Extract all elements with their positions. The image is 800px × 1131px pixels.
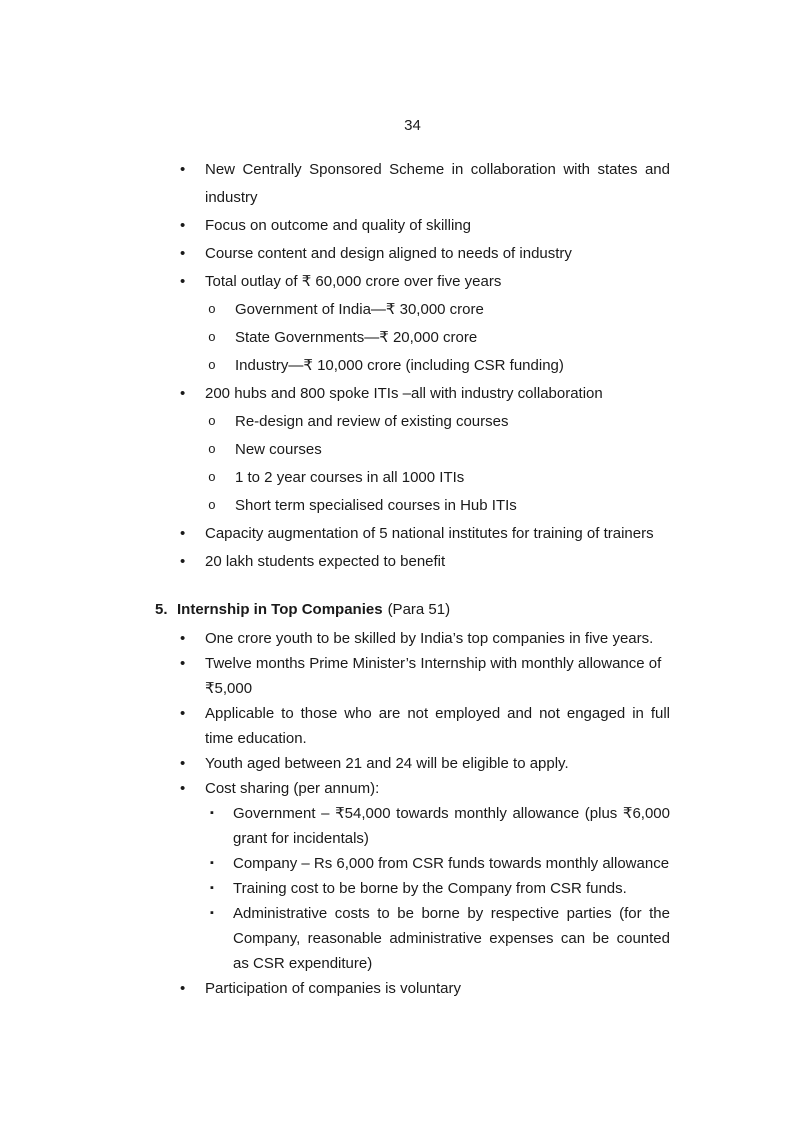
list-item-text: New Centrally Sponsored Scheme in collaboration with states and industry xyxy=(205,161,670,206)
heading-text-wrap xyxy=(177,596,450,624)
list-item-text: Industry—₹ 10,000 crore (including CSR funding) xyxy=(235,357,564,374)
list-item-text: Government – ₹54,000 towards monthly allowance (plus ₹6,000 grant for incidentals) xyxy=(233,805,670,847)
square-bullet-icon: ▪ xyxy=(210,807,214,819)
list-item xyxy=(155,324,670,352)
page-content xyxy=(155,112,670,1001)
list-item xyxy=(155,156,670,212)
list-item-text: Cost sharing (per annum): xyxy=(205,780,380,797)
bullet-icon: • xyxy=(180,217,186,234)
list-item xyxy=(155,268,670,296)
circle-bullet-icon: o xyxy=(208,442,216,457)
list-item-text: Course content and design aligned to needs of industry xyxy=(205,245,572,262)
square-bullet-icon: ▪ xyxy=(210,857,214,869)
list-item xyxy=(155,464,670,492)
circle-bullet-icon: o xyxy=(208,358,216,373)
list-item xyxy=(155,801,670,851)
page-number: 34 xyxy=(404,117,421,134)
list-item xyxy=(155,380,670,408)
section-heading xyxy=(155,596,670,624)
list-item xyxy=(155,212,670,240)
heading-number: 5. xyxy=(155,601,168,618)
list-item xyxy=(155,651,670,701)
square-bullet-icon: ▪ xyxy=(210,907,214,919)
list-item xyxy=(155,751,670,776)
list-item xyxy=(155,976,670,1001)
circle-bullet-icon: o xyxy=(208,330,216,345)
list-item xyxy=(155,776,670,801)
list-item-text: Company – Rs 6,000 from CSR funds towards monthly allowance xyxy=(233,855,670,872)
bullet-list-internship xyxy=(155,626,670,1001)
list-item-text: Youth aged between 21 and 24 will be eligible to apply. xyxy=(205,755,569,772)
list-item-text: Twelve months Prime Minister’s Internship with monthly allowance of ₹5,000 xyxy=(205,655,662,697)
list-item-text: Applicable to those who are not employed and not engaged in full time education. xyxy=(205,705,670,747)
list-item-text: Focus on outcome and quality of skilling xyxy=(205,217,471,234)
list-item xyxy=(155,492,670,520)
list-item xyxy=(155,548,670,576)
list-item-text: 20 lakh students expected to benefit xyxy=(205,553,446,570)
list-item-text: State Governments—₹ 20,000 crore xyxy=(235,329,478,346)
list-item-text: 1 to 2 year courses in all 1000 ITIs xyxy=(235,469,465,486)
list-item-text: Capacity augmentation of 5 national institutes for training of trainers xyxy=(205,525,654,542)
list-item-text: Short term specialised courses in Hub ITIs xyxy=(235,497,517,514)
square-bullet-icon: ▪ xyxy=(210,882,214,894)
list-item xyxy=(155,520,670,548)
bullet-icon: • xyxy=(180,705,186,722)
bullet-icon: • xyxy=(180,245,186,262)
list-item xyxy=(155,901,670,976)
list-item-text: Re-design and review of existing courses xyxy=(235,413,509,430)
circle-bullet-icon: o xyxy=(208,470,216,485)
list-item-text: New courses xyxy=(235,441,322,458)
list-item xyxy=(155,240,670,268)
list-item xyxy=(155,876,670,901)
list-item-text: Administrative costs to be borne by respective parties (for the Company, reasonable administrative expenses can be counted as CSR expenditure) xyxy=(233,905,670,972)
bullet-icon: • xyxy=(180,755,186,772)
list-item-text: One crore youth to be skilled by India’s top companies in five years. xyxy=(205,630,654,647)
bullet-icon: • xyxy=(180,273,186,290)
list-item xyxy=(155,352,670,380)
bullet-icon: • xyxy=(180,525,186,542)
list-item xyxy=(155,701,670,751)
list-item xyxy=(155,408,670,436)
list-item xyxy=(155,851,670,876)
bullet-icon: • xyxy=(180,161,186,178)
bullet-icon: • xyxy=(180,553,186,570)
list-item-text: Participation of companies is voluntary xyxy=(205,980,461,997)
bullet-icon: • xyxy=(180,780,186,797)
circle-bullet-icon: o xyxy=(208,498,216,513)
list-item xyxy=(155,296,670,324)
list-item-text: Government of India—₹ 30,000 crore xyxy=(235,301,484,318)
heading-suffix: (Para 51) xyxy=(387,601,451,618)
bullet-list-scheme xyxy=(155,156,670,576)
list-item xyxy=(155,626,670,651)
list-item-text: Training cost to be borne by the Company from CSR funds. xyxy=(233,880,627,897)
heading-title: Internship in Top Companies xyxy=(177,601,383,618)
bullet-icon: • xyxy=(180,655,186,672)
circle-bullet-icon: o xyxy=(208,302,216,317)
bullet-icon: • xyxy=(180,385,186,402)
bullet-icon: • xyxy=(180,980,186,997)
list-item-text: 200 hubs and 800 spoke ITIs –all with industry collaboration xyxy=(205,385,603,402)
list-item-text: Total outlay of ₹ 60,000 crore over five years xyxy=(205,273,502,290)
list-item xyxy=(155,436,670,464)
bullet-icon: • xyxy=(180,630,186,647)
circle-bullet-icon: o xyxy=(208,414,216,429)
